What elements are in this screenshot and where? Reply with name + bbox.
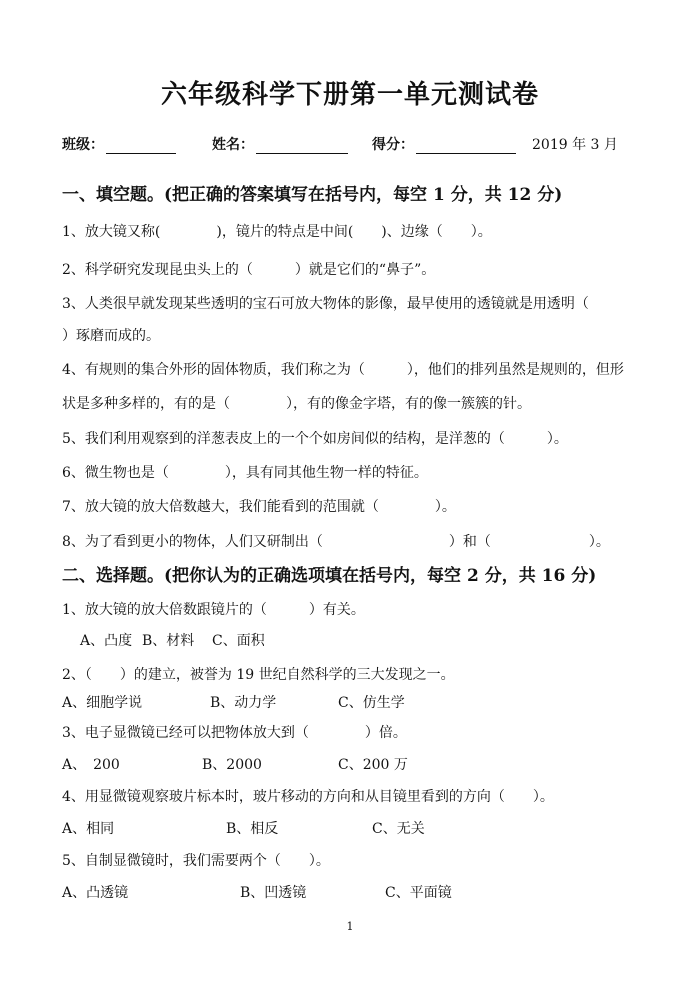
page-title: 六年级科学下册第一单元测试卷 xyxy=(160,80,539,110)
choice-1-option-b: B、材料 xyxy=(142,633,195,649)
choice-3-option-b: B、2000 xyxy=(202,757,262,773)
choice-1-option-c: C、面积 xyxy=(212,633,265,649)
score-label: 得分： xyxy=(372,137,414,153)
choice-4-option-c: C、无关 xyxy=(372,821,425,837)
fill-question-8: 8、为了看到更小的物体，人们又研制出（ ）和（ ）。 xyxy=(62,534,610,550)
choice-5-option-c: C、平面镜 xyxy=(385,885,452,901)
fill-question-6: 6、微生物也是（ ），具有同其他生物一样的特征。 xyxy=(62,465,428,481)
fill-question-2: 2、科学研究发现昆虫头上的（ ）就是它们的“鼻子”。 xyxy=(62,262,436,278)
fill-question-4: 4、有规则的集合外形的固体物质，我们称之为（ ），他们的排列虽然是规则的，但形 xyxy=(62,362,624,378)
fill-question-5: 5、我们利用观察到的洋葱表皮上的一个个如房间似的结构，是洋葱的（ ）。 xyxy=(62,431,568,447)
choice-question-5: 5、自制显微镜时，我们需要两个（ ）。 xyxy=(62,853,330,869)
fill-question-1: 1、放大镜又称( )，镜片的特点是中间( )、边缘（ ）。 xyxy=(62,224,492,240)
choice-2-option-b: B、动力学 xyxy=(210,695,277,711)
fill-question-7: 7、放大镜的放大倍数越大，我们能看到的范围就（ ）。 xyxy=(62,499,456,515)
name-blank xyxy=(256,139,348,154)
choice-5-option-a: A、凸透镜 xyxy=(62,885,129,901)
class-blank xyxy=(106,139,176,154)
class-field xyxy=(62,134,176,154)
section2-heading: 二、选择题。(把你认为的正确选项填在括号内，每空 2 分，共 16 分) xyxy=(62,566,597,586)
choice-1-option-a: A、凸度 xyxy=(80,633,133,649)
exam-date: 2019 年 3 月 xyxy=(532,137,618,153)
choice-3-option-a: A、 200 xyxy=(62,757,120,773)
choice-question-4: 4、用显微镜观察玻片标本时，玻片移动的方向和从目镜里看到的方向（ ）。 xyxy=(62,789,554,805)
section1-heading: 一、填空题。(把正确的答案填写在括号内，每空 1 分，共 12 分) xyxy=(62,185,563,205)
name-label: 姓名： xyxy=(212,137,254,153)
choice-5-option-b: B、凹透镜 xyxy=(240,885,307,901)
fill-question-3-cont: ）琢磨而成的。 xyxy=(62,328,160,344)
choice-2-option-c: C、仿生学 xyxy=(338,695,405,711)
fill-question-4-cont: 状是多种多样的，有的是（ ），有的像金字塔，有的像一簇簇的针。 xyxy=(62,396,531,412)
score-field xyxy=(372,134,516,154)
page-number: 1 xyxy=(346,920,354,933)
choice-question-1: 1、放大镜的放大倍数跟镜片的（ ）有关。 xyxy=(62,602,365,618)
choice-2-option-a: A、细胞学说 xyxy=(62,695,143,711)
class-label: 班级： xyxy=(62,137,104,153)
name-field xyxy=(212,134,348,154)
score-blank xyxy=(416,139,516,154)
choice-4-option-b: B、相反 xyxy=(226,821,279,837)
choice-3-option-c: C、200 万 xyxy=(338,757,408,773)
choice-question-2: 2、（ ）的建立，被誉为 19 世纪自然科学的三大发现之一。 xyxy=(62,667,455,683)
choice-question-3: 3、电子显微镜已经可以把物体放大到（ ）倍。 xyxy=(62,725,407,741)
choice-4-option-a: A、相同 xyxy=(62,821,115,837)
fill-question-3: 3、人类很早就发现某些透明的宝石可放大物体的影像，最早使用的透镜就是用透明（ xyxy=(62,296,589,312)
